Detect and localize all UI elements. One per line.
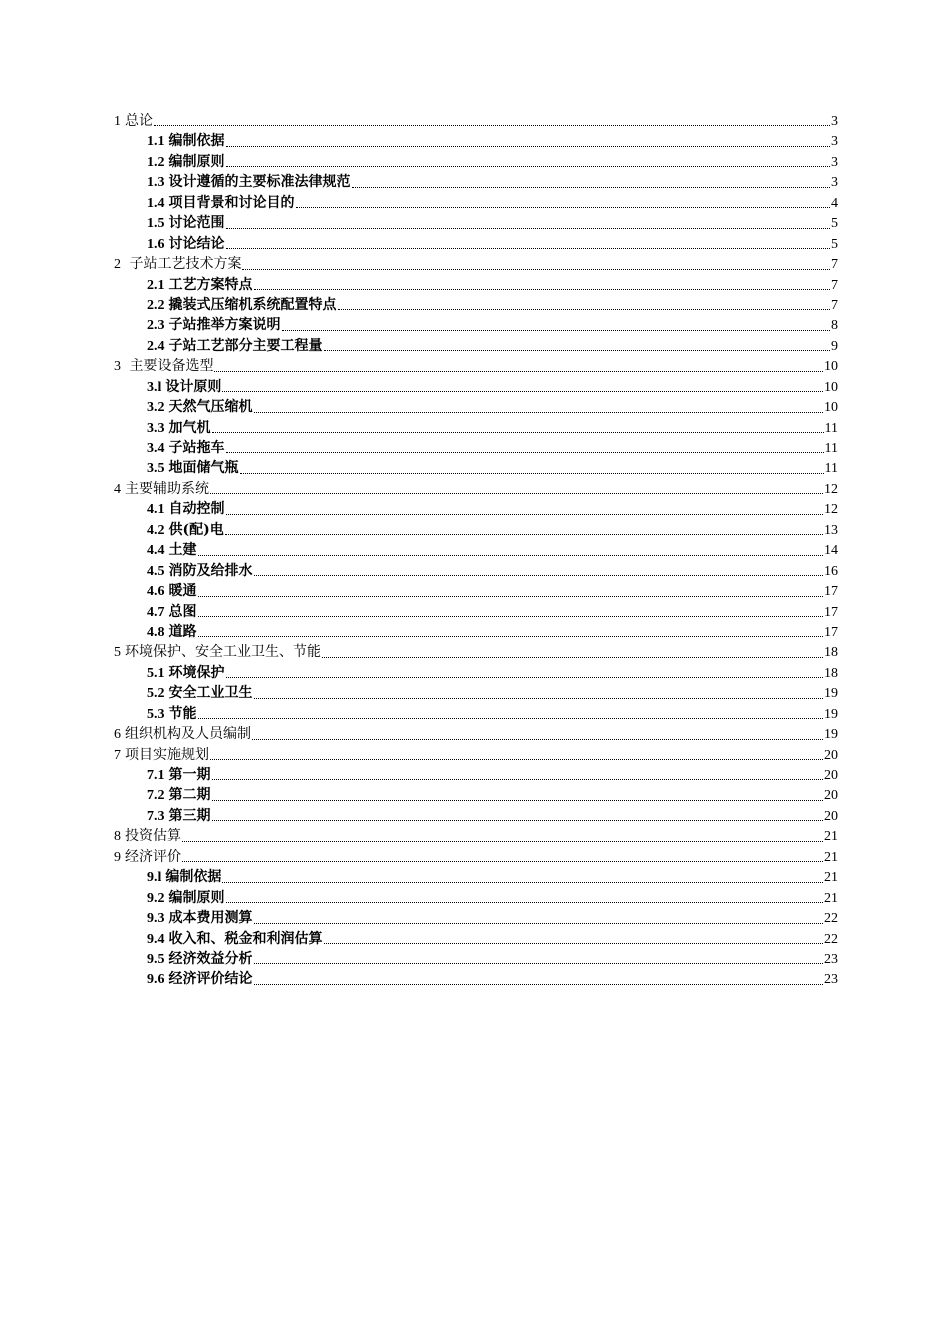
toc-entry-text: 组织机构及人员编制	[125, 726, 251, 743]
toc-dot-leader	[242, 268, 830, 270]
toc-entry-number: 9.5	[147, 951, 165, 967]
toc-entry-number: 2.4	[147, 338, 165, 354]
toc-entry-number: 2.1	[147, 277, 165, 293]
toc-section-entry[interactable]	[114, 438, 838, 458]
toc-section-entry[interactable]	[114, 336, 838, 356]
toc-entry-text: 安全工业卫生	[168, 685, 253, 702]
toc-entry-number: 4.6	[147, 584, 165, 600]
toc-dot-leader	[198, 615, 824, 617]
toc-entry-text: 经济评价	[125, 848, 181, 865]
toc-section-entry[interactable]	[114, 458, 838, 478]
toc-entry-text: 收入和、税金和利润估算	[168, 930, 323, 947]
toc-entry-text: 子站拖车	[168, 440, 225, 456]
toc-entry-title	[147, 499, 225, 520]
toc-entry-number: 4.4	[147, 543, 165, 559]
toc-page-number: 12	[824, 481, 838, 497]
toc-entry-text: 天然气压缩机	[168, 399, 253, 416]
toc-entry-text: 道路	[168, 623, 197, 640]
toc-section-entry[interactable]	[114, 213, 838, 233]
toc-page-number: 10	[824, 359, 838, 375]
toc-chapter-entry[interactable]	[114, 724, 838, 744]
toc-section-entry[interactable]	[114, 683, 838, 703]
toc-entry-title	[147, 581, 197, 602]
toc-entry-text: 工艺方案特点	[168, 276, 253, 293]
toc-section-entry[interactable]	[114, 663, 838, 683]
toc-page-number: 17	[824, 624, 838, 640]
toc-page-number: 11	[824, 461, 838, 477]
toc-page-number: 8	[831, 318, 838, 334]
toc-page-number: 7	[831, 297, 838, 313]
toc-entry-title	[147, 458, 239, 479]
toc-dot-leader	[338, 308, 831, 310]
toc-page-number: 21	[824, 849, 838, 865]
toc-dot-leader	[226, 676, 824, 678]
toc-entry-title	[147, 663, 225, 684]
toc-entry-text: 环境保护	[168, 664, 225, 681]
toc-entry-number: 9.l	[147, 870, 162, 886]
toc-dot-leader	[198, 595, 824, 597]
table-of-contents	[114, 111, 838, 990]
toc-entry-number: 4	[114, 481, 121, 497]
toc-entry-number: 3.l	[147, 379, 162, 395]
toc-section-entry[interactable]	[114, 602, 838, 622]
toc-page-number: 5	[831, 216, 838, 232]
toc-entry-title	[147, 275, 253, 296]
toc-dot-leader	[254, 697, 824, 699]
toc-page-number: 23	[824, 972, 838, 988]
toc-entry-title	[147, 336, 323, 357]
toc-entry-title	[147, 683, 253, 704]
toc-entry-text: 地面储气瓶	[168, 460, 239, 477]
toc-entry-text: 编制原则	[168, 153, 225, 170]
toc-chapter-entry[interactable]	[114, 111, 838, 131]
toc-entry-title	[147, 172, 351, 193]
toc-entry-number: 2.2	[147, 297, 165, 313]
toc-entry-title	[114, 642, 321, 663]
toc-page-number: 18	[824, 645, 838, 661]
toc-entry-title	[147, 908, 253, 929]
toc-section-entry[interactable]	[114, 131, 838, 151]
toc-entry-text: 供(配)电	[168, 521, 224, 538]
toc-entry-number: 9	[114, 849, 121, 865]
toc-dot-leader	[324, 942, 824, 944]
toc-entry-number: 4.1	[147, 502, 165, 518]
toc-page-number: 18	[824, 665, 838, 681]
toc-page-number: 22	[824, 931, 838, 947]
toc-dot-leader	[254, 574, 824, 576]
toc-dot-leader	[212, 799, 824, 801]
toc-entry-title	[147, 397, 253, 418]
toc-entry-title	[147, 622, 197, 643]
toc-entry-number: 1	[114, 114, 121, 129]
toc-page-number: 20	[824, 747, 838, 763]
toc-entry-title	[147, 295, 337, 316]
toc-dot-leader	[282, 329, 831, 331]
toc-entry-number: 1.3	[147, 175, 165, 191]
toc-entry-title	[147, 949, 253, 970]
toc-entry-title	[147, 234, 225, 255]
toc-entry-title	[147, 929, 323, 950]
toc-section-entry[interactable]	[114, 275, 838, 295]
toc-entry-text: 经济效益分析	[168, 950, 253, 967]
toc-dot-leader	[198, 635, 824, 637]
toc-entry-text: 消防及给排水	[168, 562, 253, 579]
toc-entry-number: 5.1	[147, 665, 165, 681]
toc-entry-text: 编制依据	[165, 869, 222, 886]
toc-page-number: 20	[824, 788, 838, 804]
toc-page-number: 19	[824, 706, 838, 722]
toc-entry-number: 3	[114, 359, 121, 375]
toc-dot-leader	[226, 901, 824, 903]
toc-section-entry[interactable]	[114, 969, 838, 989]
toc-entry-number: 1.1	[147, 134, 165, 150]
toc-entry-number: 7.3	[147, 808, 165, 824]
toc-section-entry[interactable]	[114, 234, 838, 254]
toc-chapter-entry[interactable]	[114, 356, 838, 376]
toc-entry-text: 经济评价结论	[168, 971, 253, 988]
toc-entry-title	[147, 561, 253, 582]
toc-entry-text: 子站工艺部分主要工程量	[168, 337, 323, 354]
toc-entry-number: 4.2	[147, 522, 165, 538]
toc-entry-number: 4.7	[147, 604, 165, 620]
toc-dot-leader	[254, 411, 824, 413]
toc-entry-title	[114, 111, 153, 132]
toc-page-number: 21	[824, 829, 838, 845]
toc-entry-title	[114, 826, 181, 847]
toc-dot-leader	[226, 227, 831, 229]
toc-page-number: 3	[831, 175, 838, 191]
toc-page-number: 9	[831, 338, 838, 354]
toc-entry-title	[147, 969, 253, 990]
toc-dot-leader	[226, 451, 824, 453]
toc-entry-text: 编制依据	[168, 133, 225, 150]
toc-section-entry[interactable]	[114, 561, 838, 581]
toc-section-entry[interactable]	[114, 888, 838, 908]
toc-entry-title	[114, 745, 209, 766]
toc-page-number: 4	[831, 195, 838, 211]
toc-section-entry[interactable]	[114, 540, 838, 560]
toc-entry-text: 设计原则	[165, 378, 222, 395]
toc-entry-number: 9.3	[147, 911, 165, 927]
toc-entry-text: 讨论范围	[168, 215, 225, 232]
toc-page-number: 13	[824, 522, 838, 538]
toc-entry-text: 投资估算	[125, 828, 181, 845]
toc-section-entry[interactable]	[114, 520, 838, 540]
toc-entry-title	[147, 704, 197, 725]
toc-section-entry[interactable]	[114, 908, 838, 928]
toc-entry-number: 2.3	[147, 318, 165, 334]
toc-entry-title	[147, 785, 211, 806]
toc-dot-leader	[352, 186, 831, 188]
toc-dot-leader	[240, 472, 824, 474]
toc-entry-title	[147, 377, 221, 398]
toc-entry-title	[147, 315, 281, 336]
toc-entry-number: 8	[114, 829, 121, 845]
toc-entry-number: 9.4	[147, 931, 165, 947]
toc-section-entry[interactable]	[114, 152, 838, 172]
toc-entry-title	[147, 131, 225, 152]
toc-entry-text: 暖通	[168, 583, 197, 600]
toc-entry-title	[114, 356, 213, 377]
toc-dot-leader	[182, 860, 823, 862]
toc-entry-title	[147, 438, 225, 459]
toc-entry-title	[114, 847, 181, 868]
toc-chapter-entry[interactable]	[114, 479, 838, 499]
toc-chapter-entry[interactable]	[114, 826, 838, 846]
toc-section-entry[interactable]	[114, 418, 838, 438]
toc-page-number: 21	[824, 870, 838, 886]
toc-entry-text: 主要设备选型	[125, 358, 214, 375]
toc-dot-leader	[212, 778, 824, 780]
toc-entry-number: 6	[114, 727, 121, 743]
toc-page-number: 21	[824, 890, 838, 906]
toc-entry-number: 3.2	[147, 400, 165, 416]
toc-dot-leader	[254, 288, 831, 290]
toc-entry-number: 1.6	[147, 236, 165, 252]
toc-page-number: 5	[831, 236, 838, 252]
toc-page-number: 19	[824, 686, 838, 702]
toc-page-number: 3	[831, 154, 838, 170]
toc-dot-leader	[254, 922, 824, 924]
toc-entry-text: 编制原则	[168, 889, 225, 906]
toc-entry-title	[114, 479, 209, 500]
toc-dot-leader	[154, 124, 830, 126]
toc-dot-leader	[226, 165, 831, 167]
toc-dot-leader	[225, 533, 823, 535]
toc-chapter-entry[interactable]	[114, 745, 838, 765]
toc-entry-text: 土建	[168, 542, 197, 559]
toc-entry-number: 1.5	[147, 216, 165, 232]
toc-dot-leader	[198, 717, 824, 719]
toc-section-entry[interactable]	[114, 397, 838, 417]
toc-dot-leader	[198, 554, 824, 556]
toc-entry-text: 环境保护、安全工业卫生、节能	[125, 644, 321, 661]
toc-entry-number: 7	[114, 747, 121, 763]
toc-entry-title	[147, 193, 295, 214]
toc-section-entry[interactable]	[114, 172, 838, 192]
toc-entry-title	[147, 152, 225, 173]
toc-dot-leader	[296, 206, 831, 208]
toc-entry-text: 总图	[168, 603, 197, 620]
toc-section-entry[interactable]	[114, 765, 838, 785]
toc-entry-text: 子站工艺技术方案	[125, 256, 242, 273]
toc-entry-text: 总论	[125, 113, 153, 129]
toc-entry-text: 讨论结论	[168, 235, 225, 252]
toc-entry-title	[147, 888, 225, 909]
toc-entry-text: 项目实施规划	[125, 746, 209, 763]
toc-page-number: 10	[824, 400, 838, 416]
toc-page-number: 14	[824, 543, 838, 559]
toc-page-number: 7	[831, 277, 838, 293]
toc-page-number: 17	[824, 604, 838, 620]
toc-dot-leader	[210, 492, 823, 494]
toc-entry-number: 4.8	[147, 624, 165, 640]
toc-entry-title	[147, 418, 211, 439]
toc-entry-number: 1.4	[147, 195, 165, 211]
toc-entry-text: 第二期	[168, 787, 211, 804]
toc-page-number: 10	[824, 379, 838, 395]
toc-entry-number: 3.4	[147, 441, 165, 456]
toc-dot-leader	[324, 349, 831, 351]
toc-dot-leader	[254, 962, 824, 964]
toc-entry-number: 7.1	[147, 768, 165, 783]
toc-page-number: 3	[831, 114, 838, 129]
toc-entry-number: 5	[114, 645, 121, 661]
toc-entry-number: 9.2	[147, 890, 165, 906]
toc-page-number: 22	[824, 911, 838, 927]
toc-entry-text: 加气机	[168, 419, 211, 436]
toc-entry-title	[147, 520, 224, 541]
toc-dot-leader	[212, 431, 824, 433]
toc-entry-number: 4.5	[147, 563, 165, 579]
toc-entry-number: 7.2	[147, 788, 165, 804]
toc-entry-title	[147, 540, 197, 561]
toc-dot-leader	[210, 758, 823, 760]
toc-entry-text: 第三期	[168, 807, 211, 824]
toc-entry-text: 自动控制	[168, 501, 225, 518]
toc-entry-number: 5.2	[147, 686, 165, 702]
toc-section-entry[interactable]	[114, 295, 838, 315]
toc-chapter-entry[interactable]	[114, 254, 838, 274]
toc-entry-number: 3.3	[147, 420, 165, 436]
toc-page-number: 23	[824, 951, 838, 967]
toc-section-entry[interactable]	[114, 315, 838, 335]
toc-section-entry[interactable]	[114, 377, 838, 397]
toc-entry-text: 第一期	[168, 767, 211, 783]
toc-entry-number: 2	[114, 257, 121, 273]
toc-dot-leader	[212, 819, 824, 821]
toc-page-number: 20	[824, 808, 838, 824]
toc-entry-number: 1.2	[147, 154, 165, 170]
toc-entry-number: 3.5	[147, 461, 165, 477]
toc-dot-leader	[182, 840, 823, 842]
toc-entry-title	[147, 213, 225, 234]
toc-section-entry[interactable]	[114, 622, 838, 642]
toc-dot-leader	[226, 513, 824, 515]
toc-page-number: 16	[824, 563, 838, 579]
toc-page-number: 3	[831, 134, 838, 150]
toc-dot-leader	[322, 656, 823, 658]
toc-page-number: 11	[824, 441, 838, 456]
toc-section-entry[interactable]	[114, 806, 838, 826]
toc-dot-leader	[226, 247, 831, 249]
toc-page-number: 7	[831, 257, 838, 273]
toc-section-entry[interactable]	[114, 499, 838, 519]
toc-dot-leader	[226, 145, 831, 147]
toc-section-entry[interactable]	[114, 581, 838, 601]
toc-entry-text: 项目背景和讨论目的	[168, 194, 295, 211]
toc-chapter-entry[interactable]	[114, 642, 838, 662]
toc-entry-text: 节能	[168, 705, 197, 722]
toc-page-number: 17	[824, 584, 838, 600]
toc-dot-leader	[254, 983, 824, 985]
toc-section-entry[interactable]	[114, 929, 838, 949]
toc-section-entry[interactable]	[114, 949, 838, 969]
toc-dot-leader	[214, 370, 823, 372]
toc-entry-text: 设计遵循的主要标准法律规范	[168, 174, 351, 191]
toc-entry-number: 5.3	[147, 706, 165, 722]
toc-page-number: 11	[824, 420, 838, 436]
toc-entry-title	[147, 765, 211, 786]
toc-section-entry[interactable]	[114, 867, 838, 887]
toc-page-number: 12	[824, 502, 838, 518]
toc-entry-title	[147, 806, 211, 827]
toc-section-entry[interactable]	[114, 193, 838, 213]
toc-dot-leader	[222, 390, 823, 392]
toc-chapter-entry[interactable]	[114, 847, 838, 867]
toc-entry-text: 撬装式压缩机系统配置特点	[168, 296, 337, 313]
toc-entry-text: 主要辅助系统	[125, 480, 209, 497]
toc-dot-leader	[222, 881, 823, 883]
toc-entry-title	[147, 867, 221, 888]
toc-entry-title	[147, 602, 197, 623]
toc-entry-title	[114, 254, 241, 275]
toc-page-number: 20	[824, 768, 838, 783]
toc-entry-number: 9.6	[147, 972, 165, 988]
toc-section-entry[interactable]	[114, 704, 838, 724]
toc-entry-text: 子站推举方案说明	[168, 317, 281, 334]
toc-entry-text: 成本费用测算	[168, 910, 253, 927]
toc-section-entry[interactable]	[114, 785, 838, 805]
toc-entry-title	[114, 724, 251, 745]
toc-dot-leader	[252, 738, 823, 740]
toc-page-number: 19	[824, 727, 838, 743]
